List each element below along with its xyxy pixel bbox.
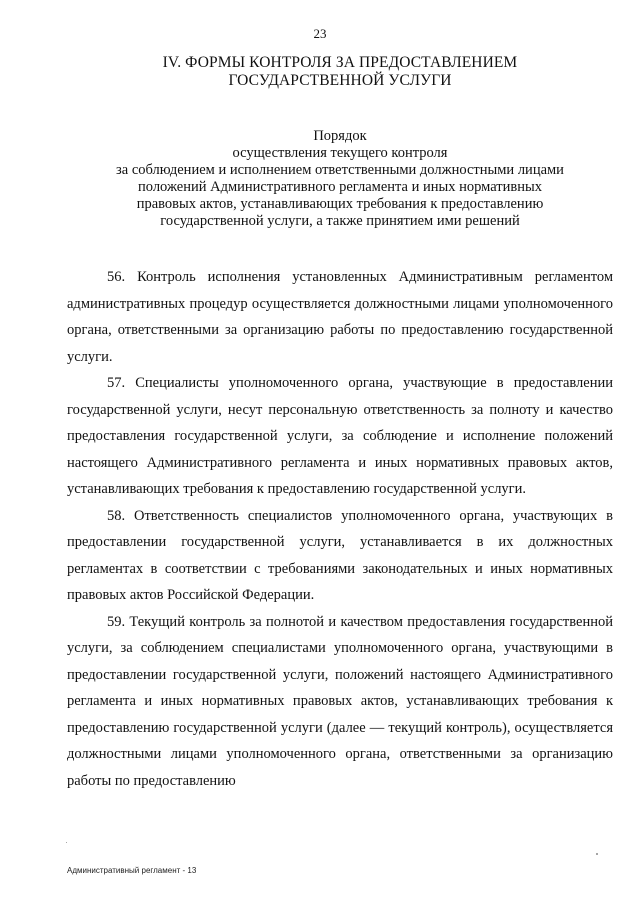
order-heading-line-6: государственной услуги, а также принятием ими решений [160, 213, 520, 229]
scan-speck [66, 842, 67, 843]
order-heading-line-5: правовых актов, устанавливающих требования к предоставлению [136, 196, 544, 212]
paragraph-59: 59. Текущий контроль за полнотой и качеством предоставления государственной услуги, за соблюдением специалистами уполномоченного органа, участвующими в предоставлении государственной услуги, положений настоящего Административного регламента и иных нормативных правовых актов, устанавливающих требования к предоставлению государственной услуги (далее — текущий контроль), осуществляется должностными лицами уполномоченного органа, ответственными за организацию работы по предоставлению [67, 613, 613, 789]
order-heading-line-2: осуществления текущего контроля [232, 145, 448, 161]
paragraph-58: 58. Ответственность специалистов уполномоченного органа, участвующих в предоставлении государственной услуги, устанавливается в их должностных регламентах в соответствии с требованиями законодательных и иных нормативных правовых актов Российской Федерации. [67, 507, 613, 603]
section-title [130, 54, 550, 90]
section-title-line-1: IV. ФОРМЫ КОНТРОЛЯ ЗА ПРЕДОСТАВЛЕНИЕМ [162, 54, 518, 71]
page-number: 23 [313, 26, 327, 41]
paragraph-57: 57. Специалисты уполномоченного органа, участвующие в предоставлении государственной услуги, несут персональную ответственность за полноту и качество предоставления государственной услуги, за соблюдение и исполнение положений настоящего Административного регламента и иных нормативных правовых актов, устанавливающих требования к предоставлению государственной услуги. [67, 375, 613, 497]
scan-speck [596, 853, 598, 855]
paragraph-56: 56. Контроль исполнения установленных Административным регламентом административных процедур осуществляется должностными лицами уполномоченного органа, ответственными за организацию работы по предоставлению государственной услуги. [67, 269, 613, 365]
order-heading-line-3: за соблюдением и исполнением ответственными должностными лицами [116, 162, 564, 178]
section-title-line-2: ГОСУДАРСТВЕННОЙ УСЛУГИ [228, 72, 452, 89]
order-heading-line-4: положений Административного регламента и иных нормативных [138, 179, 542, 195]
order-heading-line-1: Порядок [313, 128, 367, 144]
order-heading [90, 128, 590, 230]
footer-caption: Административный регламент - 13 [67, 866, 197, 875]
body-text [67, 264, 613, 794]
